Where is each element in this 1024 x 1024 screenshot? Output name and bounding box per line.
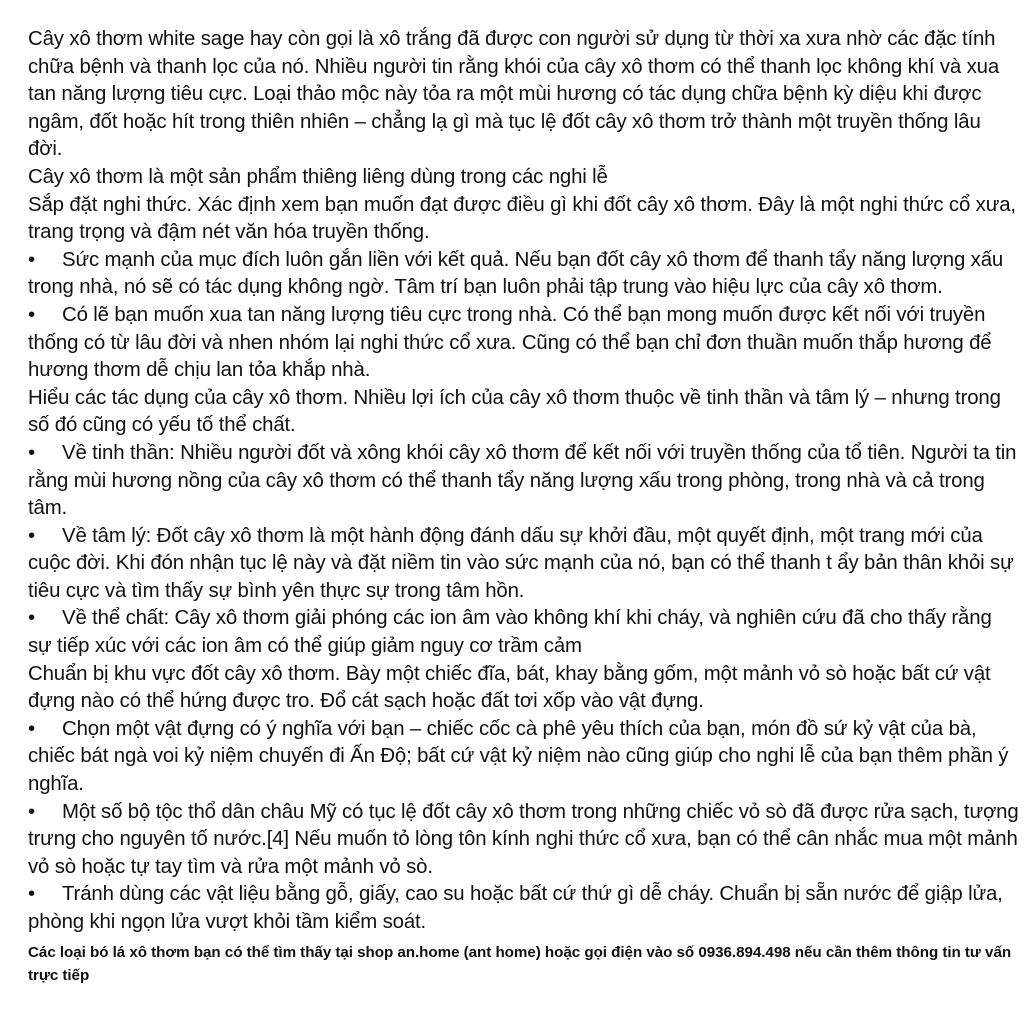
shop-contact-note: Các loại bó lá xô thơm bạn có thể tìm thấy tại shop an.home (ant home) hoặc gọi điện vào số 0936.894.498 nếu cần thêm thông tin tư vấn trực tiếp — [28, 943, 1012, 984]
intro-paragraph: Cây xô thơm white sage hay còn gọi là xô trắng đã được con người sử dụng từ thời xa xưa nhờ các đặc tính chữa bệnh và thanh lọc của nó. Nhiều người tin rằng khói của cây xô thơm có thể thanh lọc không khí và xua tan năng lượng tiêu cực. Loại thảo mộc này tỏa ra một mùi hương có tác dụng chữa bệnh kỳ diệu khi được ngâm, đốt hoặc hít trong thiên nhiên – chẳng lạ gì mà tục lệ đốt cây xô thơm trở thành một truyền thống lâu đời. — [28, 28, 1000, 161]
bullet-text: Có lẽ bạn muốn xua tan năng lượng tiêu cực trong nhà. Có thể bạn mong muốn được kết nối với truyền thống có từ lâu đời và nhen nhóm lại nghi thức cổ xưa. Cũng có thể bạn chỉ đơn thuần muốn thắp hương để hương thơm dễ chịu lan tỏa khắp nhà. — [28, 303, 992, 382]
bullet-text: Sức mạnh của mục đích luôn gắn liền với kết quả. Nếu bạn đốt cây xô thơm để thanh tẩy năng lượng xấu trong nhà, nó sẽ có tác dụng không ngờ. Tâm trí bạn luôn phải tập trung vào hiệu lực của cây xô thơm. — [28, 248, 1004, 299]
bullet-text: Về tâm lý: Đốt cây xô thơm là một hành động đánh dấu sự khởi đầu, một quyết định, một trang mới của cuộc đời. Khi đón nhận tục lệ này và đặt niềm tin vào sức mạnh của nó, bạn có thể thanh t ẩy bản thân khỏi sự tiêu cực và tìm thấy sự bình yên thực sự trong tâm hồn. — [28, 524, 1014, 602]
bullet-text: Về thể chất: Cây xô thơm giải phóng các ion âm vào không khí khi cháy, và nghiên cứu đã cho thấy rằng sự tiếp xúc với các ion âm có thể giúp giảm nguy cơ trầm cảm — [28, 607, 992, 658]
bullet-item — [28, 605, 1020, 660]
bullet-item — [28, 302, 1020, 385]
bullet-marker: • — [28, 607, 35, 630]
bullet-text: Một số bộ tộc thổ dân châu Mỹ có tục lệ đốt cây xô thơm trong những chiếc vỏ sò đã được rửa sạch, tượng trưng cho nguyên tố nước.[4] Nếu muốn tỏ lòng tôn kính nghi thức cổ xưa, bạn có thể cân nhắc mua một mảnh vỏ sò hoặc tự tay tìm và rửa một mảnh vỏ sò. — [28, 800, 1019, 878]
bullet-marker: • — [28, 524, 35, 547]
bullet-marker: • — [28, 303, 35, 326]
bullet-text: Tránh dùng các vật liệu bằng gỗ, giấy, cao su hoặc bất cứ thứ gì dễ cháy. Chuẩn bị sẵn nước để giập lửa, phòng khi ngọn lửa vượt khỏi tầm kiểm soát. — [28, 883, 1003, 933]
bullet-item — [28, 881, 1020, 936]
document-body — [28, 26, 1020, 987]
section-heading-effects: Hiểu các tác dụng của cây xô thơm. Nhiều lợi ích của cây xô thơm thuộc về tinh thần và tâm lý – nhưng trong số đó cũng có yếu tố thể chất. — [28, 386, 1001, 437]
bullet-item — [28, 247, 1020, 302]
section-heading-prepare: Chuẩn bị khu vực đốt cây xô thơm. Bày một chiếc đĩa, bát, khay bằng gốm, một mảnh vỏ sò hoặc bất cứ vật đựng nào có thể hứng được tro. Đổ cát sạch hoặc đất tơi xốp vào vật đựng. — [28, 662, 991, 713]
bullet-marker: • — [28, 717, 35, 740]
bullet-text: Về tinh thần: Nhiều người đốt và xông khói cây xô thơm để kết nối với truyền thống của tổ tiên. Người ta tin rằng mùi hương nồng của cây xô thơm có thể thanh tẩy năng lượng xấu trong phòng, trong nhà và cả trong tâm. — [28, 441, 1017, 520]
bullet-marker: • — [28, 441, 35, 464]
bullet-item — [28, 523, 1020, 606]
bullet-item — [28, 440, 1020, 523]
bullet-text: Chọn một vật đựng có ý nghĩa với bạn – chiếc cốc cà phê yêu thích của bạn, món đồ sứ kỷ vật của bà, chiếc bát ngà voi kỷ niệm chuyến đi Ấn Độ; bất cứ vật kỷ niệm nào cũng giúp cho nghi lễ của bạn thêm phần ý nghĩa. — [28, 717, 1009, 796]
bullet-marker: • — [28, 883, 35, 906]
sacred-product-line: Cây xô thơm là một sản phẩm thiêng liêng dùng trong các nghi lễ — [28, 165, 608, 188]
bullet-marker: • — [28, 800, 35, 823]
bullet-item — [28, 799, 1020, 882]
bullet-item — [28, 716, 1020, 799]
bullet-marker: • — [28, 248, 35, 271]
section-heading-ritual: Sắp đặt nghi thức. Xác định xem bạn muốn đạt được điều gì khi đốt cây xô thơm. Đây là một nghi thức cổ xưa, trang trọng và đậm nét văn hóa truyền thống. — [28, 193, 1016, 244]
